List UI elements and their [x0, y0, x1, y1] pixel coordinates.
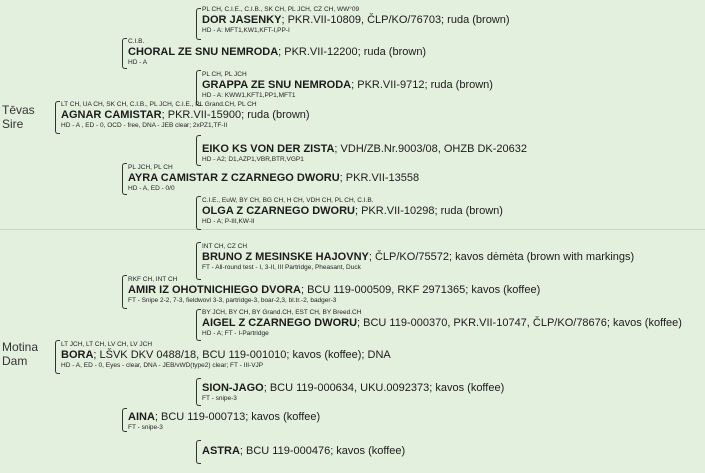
- dog-line: [128, 411, 320, 424]
- pedigree-entry-grappa-ze-snu-nemroda: [202, 71, 493, 100]
- dog-details: ; BCU 119-000370, PKR.VII-10747, ČLP/KO/78676; kavos (koffee): [357, 317, 682, 329]
- dog-details: ; VDH/ZB.Nr.9003/08, OHZB DK-20632: [334, 143, 528, 155]
- dog-notes: HD - A; FT - I-Partridge: [202, 330, 269, 337]
- choral-brace: [122, 38, 127, 69]
- dog-name: ASTRA: [202, 445, 240, 457]
- dog-notes: FT - snipe-3: [128, 424, 163, 431]
- pedigree-entry-bruno-z-mesinske-hajovny: [202, 243, 634, 272]
- dog-notes: HD - A: [128, 59, 148, 66]
- aigel-brace: [196, 309, 201, 341]
- dog-name: EIKO KS VON DER ZISTA: [202, 143, 335, 155]
- dog-titles: BY JCH, BY CH, BY Grand.CH, EST CH, BY Breed.CH: [202, 309, 362, 316]
- astra-brace: [196, 440, 201, 464]
- aina-brace: [122, 408, 127, 432]
- dog-line: [202, 14, 510, 27]
- dog-name: AMIR IZ OHOTNICHIEGO DVORA: [128, 284, 301, 296]
- dog-name: AIGEL Z CZARNEGO DWORU: [202, 317, 358, 329]
- dog-line: [128, 172, 419, 185]
- dog-notes: FT - All-round test - I, 3-II, III Partridge, Pheasant, Duck: [202, 264, 361, 271]
- olga-brace: [196, 196, 201, 230]
- dog-titles: PL JCH, PL CH: [128, 164, 173, 171]
- dog-name: AGNAR CAMISTAR: [61, 109, 162, 121]
- ayra-brace: [122, 163, 127, 195]
- dog-notes: HD - A; P-III,KW-II: [202, 218, 255, 225]
- pedigree-entry-olga-z-czarnego-dworu: [202, 197, 503, 226]
- dog-line: [202, 143, 527, 156]
- dog-details: ; PKR.VII-15900; ruda (brown): [161, 109, 310, 121]
- pedigree-entry-amir-iz-ohotnichiego-dvora: [128, 276, 540, 305]
- dog-notes: FT - Snipe 2-2, 7-3, fieldwovl 3-3, partridge-3, boar-2,3, bl.tr.-2, badger-3: [128, 297, 337, 304]
- pedigree-entry-agnar-camistar: [61, 101, 310, 130]
- dog-name: SION-JAGO: [202, 382, 264, 394]
- eiko-brace: [196, 135, 201, 166]
- dog-details: ; BCU 119-000476; kavos (koffee): [239, 445, 406, 457]
- dog-details: ; PKR.VII-9712; ruda (brown): [351, 79, 493, 91]
- pedigree-entry-aigel-z-czarnego-dworu: [202, 309, 682, 338]
- dog-titles: LT JCH, LT CH, LV CH, LV JCH: [61, 341, 153, 348]
- dog-name: DOR JASENKY: [202, 14, 282, 26]
- dog-titles: PL CH, PL JCH: [202, 71, 247, 78]
- dog-name: CHORAL ZE SNU NEMRODA: [128, 46, 279, 58]
- dog-name: BORA: [61, 349, 94, 361]
- pedigree-entry-choral-ze-snu-nemroda: [128, 38, 426, 67]
- dog-name: OLGA Z CZARNEGO DWORU: [202, 205, 355, 217]
- dog-line: [202, 382, 504, 395]
- pedigree-entry-bora: [61, 341, 391, 370]
- dog-titles: LT CH, UA CH, SK CH, C.I.B., PL JCH, C.I.E., PL Grand.CH, PL CH: [61, 101, 257, 108]
- sire-section-label: [2, 103, 35, 131]
- dog-name: BRUNO Z MESINSKE HAJOVNY: [202, 251, 369, 263]
- dog-details: ; PKR.VII-13558: [339, 172, 420, 184]
- sion-brace: [196, 378, 201, 406]
- pedigree-entry-ayra-camistar: [128, 164, 419, 193]
- dog-notes: HD - A, ED - 0/0: [128, 185, 175, 192]
- dog-details: ; ČLP/KO/75572; kavos dėmėta (brown with markings): [368, 251, 635, 263]
- dog-notes: HD - A: MFT1,KW1,KFT-I,PP-I: [202, 27, 290, 34]
- dog-line: [61, 109, 310, 122]
- amir-brace: [122, 275, 127, 309]
- dog-line: [202, 79, 493, 92]
- pedigree-entry-astra: [202, 445, 405, 458]
- dog-details: ; LŠVK DKV 0488/18, BCU 119-001010; kavos (koffee); DNA: [93, 349, 391, 361]
- dog-titles: INT CH, CZ CH: [202, 243, 248, 250]
- dog-line: [202, 205, 503, 218]
- dog-titles: C.I.E., EuW, BY CH, BG CH, H CH, VDH CH, PL CH, C.I.B.: [202, 197, 374, 204]
- pedigree-entry-aina: [128, 411, 320, 432]
- pedigree-entry-sion-jago: [202, 382, 504, 403]
- dog-titles: RKF CH, INT CH: [128, 276, 178, 283]
- sire-dam-divider: [0, 229, 705, 230]
- dor-brace: [196, 8, 201, 40]
- bora-brace: [55, 340, 60, 374]
- pedigree-entry-eiko-ks-von-der-zista: [202, 143, 527, 164]
- dog-notes: FT - snipe-3: [202, 395, 237, 402]
- dog-notes: HD - A2; D1,AZP1,VBR,BTR,VGP1: [202, 156, 304, 163]
- dog-notes: HD - A: KWW1,KFT1,PP1,MFT1: [202, 92, 296, 99]
- dog-details: ; PKR.VII-10809, ČLP/KO/76703; ruda (brown): [281, 14, 510, 26]
- dog-details: ; BCU 119-000509, RKF 2971365; kavos (koffee): [300, 284, 541, 296]
- sire-label-lt: Tēvas: [2, 103, 35, 117]
- dog-details: ; PKR.VII-10298; ruda (brown): [354, 205, 503, 217]
- dog-line: [61, 349, 391, 362]
- pedigree-entry-dor-jasenky: [202, 6, 510, 35]
- dog-titles: PL CH, C.I.E., C.I.B., SK CH, PL JCH, CZ CH, WW°09: [202, 6, 360, 13]
- dog-line: [202, 445, 405, 458]
- dog-name: AYRA CAMISTAR Z CZARNEGO DWORU: [128, 172, 340, 184]
- dog-line: [128, 284, 540, 297]
- dog-name: GRAPPA ZE SNU NEMRODA: [202, 79, 352, 91]
- dam-section-label: [2, 340, 38, 368]
- sire-label-en: Sire: [2, 117, 24, 131]
- dam-label-lt: Motina: [2, 340, 39, 354]
- bruno-brace: [196, 242, 201, 280]
- agnar-brace: [55, 101, 60, 134]
- dam-label-en: Dam: [2, 354, 28, 368]
- dog-details: ; BCU 119-000634, UKU.0092373; kavos (koffee): [263, 382, 505, 394]
- dog-details: ; PKR.VII-12200; ruda (brown): [278, 46, 427, 58]
- dog-name: AINA: [128, 411, 155, 423]
- dog-line: [202, 251, 634, 264]
- dog-line: [202, 317, 682, 330]
- dog-titles: C.I.B.: [128, 38, 145, 45]
- dog-notes: HD - A , ED - 0, OCD - free, DNA - JEB clear; 2xPZ1,TF-II: [61, 122, 228, 129]
- dog-details: ; BCU 119-000713; kavos (koffee): [154, 411, 321, 423]
- dog-notes: HD - A, ED - 0, Eyes - clear, DNA - JEB/vWD(type2) clear; FT - III-VJP: [61, 362, 264, 369]
- dog-line: [128, 46, 426, 59]
